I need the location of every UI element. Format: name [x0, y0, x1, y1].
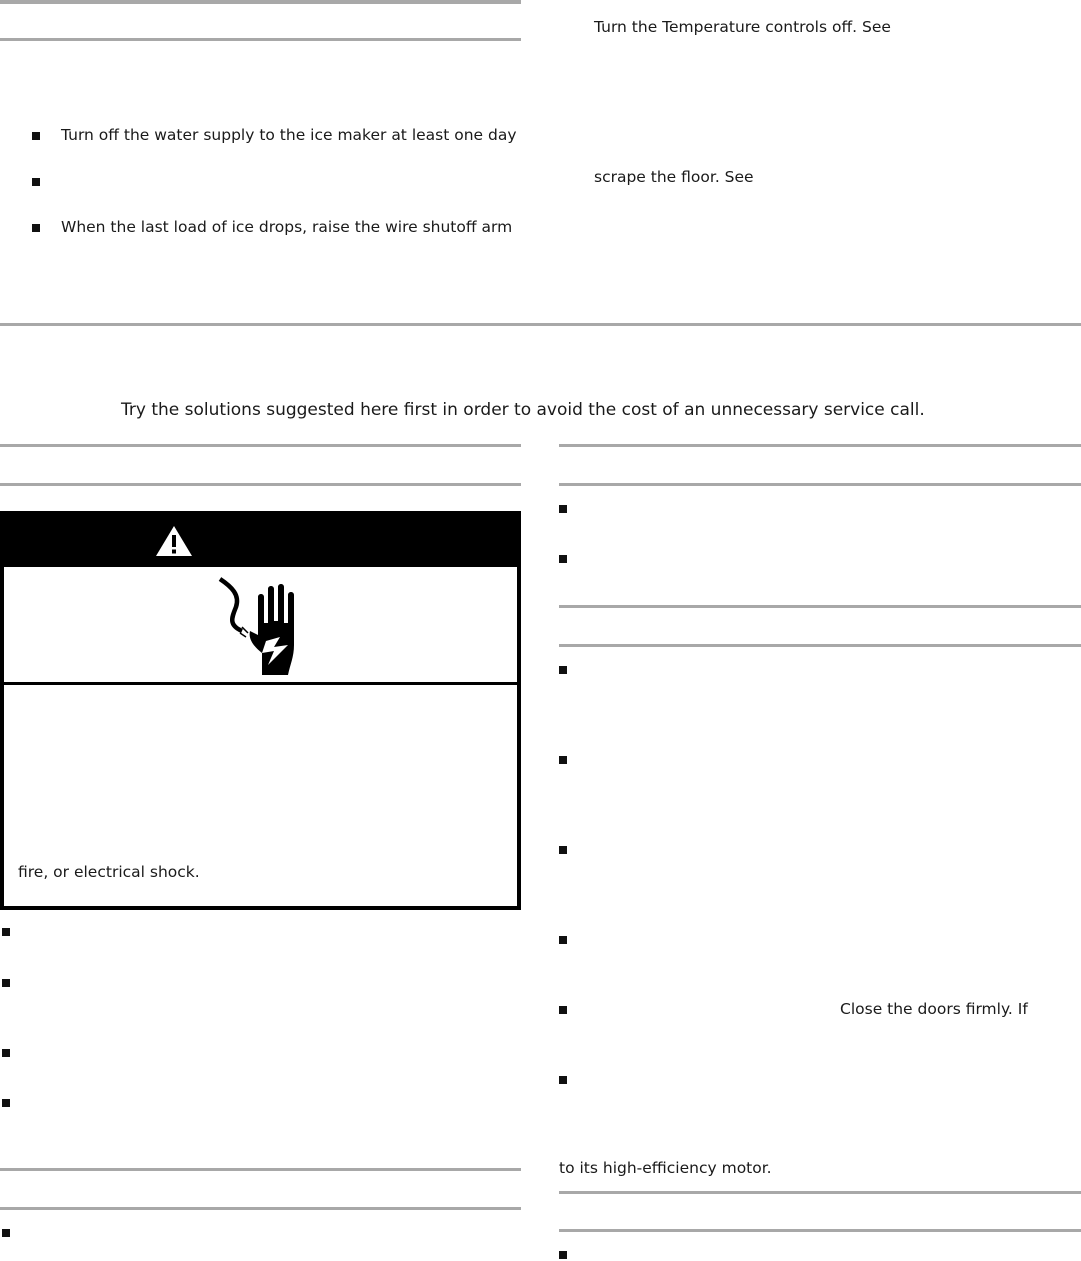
troubleshooting-intro: Try the solutions suggested here first in order to avoid the cost of an unnecessary service call. [121, 400, 925, 420]
warning-divider-bottom [4, 682, 517, 685]
bullet-marker [559, 555, 567, 563]
bullet-marker [32, 132, 40, 140]
warning-triangle-icon [154, 524, 194, 558]
section-rule-right-1 [559, 444, 1081, 447]
section-rule-full-width [0, 323, 1081, 326]
warning-divider-top [4, 564, 517, 567]
section-rule-right-4 [559, 644, 1081, 647]
section-rule-left-3 [0, 1168, 521, 1171]
bullet-marker [559, 1251, 567, 1259]
text-high-efficiency-motor: to its high-efficiency motor. [559, 1159, 772, 1177]
bullet-marker [2, 979, 10, 987]
bullet-marker [32, 178, 40, 186]
bullet-marker [559, 1006, 567, 1014]
bullet-marker [2, 1229, 10, 1237]
bullet-marker [559, 936, 567, 944]
text-temperature-controls: Turn the Temperature controls off. See [594, 18, 891, 36]
section-rule-left-4 [0, 1207, 521, 1210]
list-item-water-supply: Turn off the water supply to the ice maker at least one day [61, 126, 517, 144]
bullet-marker [2, 1049, 10, 1057]
bullet-marker [32, 224, 40, 232]
warning-box [0, 511, 521, 910]
list-item-shutoff-arm: When the last load of ice drops, raise the wire shutoff arm [61, 218, 513, 236]
electrical-shock-hand-icon [218, 575, 304, 679]
section-rule-right-2 [559, 483, 1081, 486]
bullet-marker [2, 1099, 10, 1107]
section-rule-top-left-2 [0, 38, 521, 41]
bullet-marker [559, 666, 567, 674]
section-rule-right-3 [559, 605, 1081, 608]
section-rule-left-2 [0, 483, 521, 486]
bullet-marker [559, 1076, 567, 1084]
text-close-doors: Close the doors firmly. If [840, 1000, 1028, 1018]
bullet-marker [559, 846, 567, 854]
section-rule-top-left-1 [0, 0, 521, 4]
bullet-marker [2, 928, 10, 936]
section-rule-right-6 [559, 1229, 1081, 1232]
section-rule-right-5 [559, 1191, 1081, 1194]
bullet-marker [559, 505, 567, 513]
warning-text-last-line: fire, or electrical shock. [18, 863, 200, 881]
text-scrape-floor: scrape the floor. See [594, 168, 754, 186]
bullet-marker [559, 756, 567, 764]
warning-header [4, 515, 517, 567]
section-rule-left-1 [0, 444, 521, 447]
